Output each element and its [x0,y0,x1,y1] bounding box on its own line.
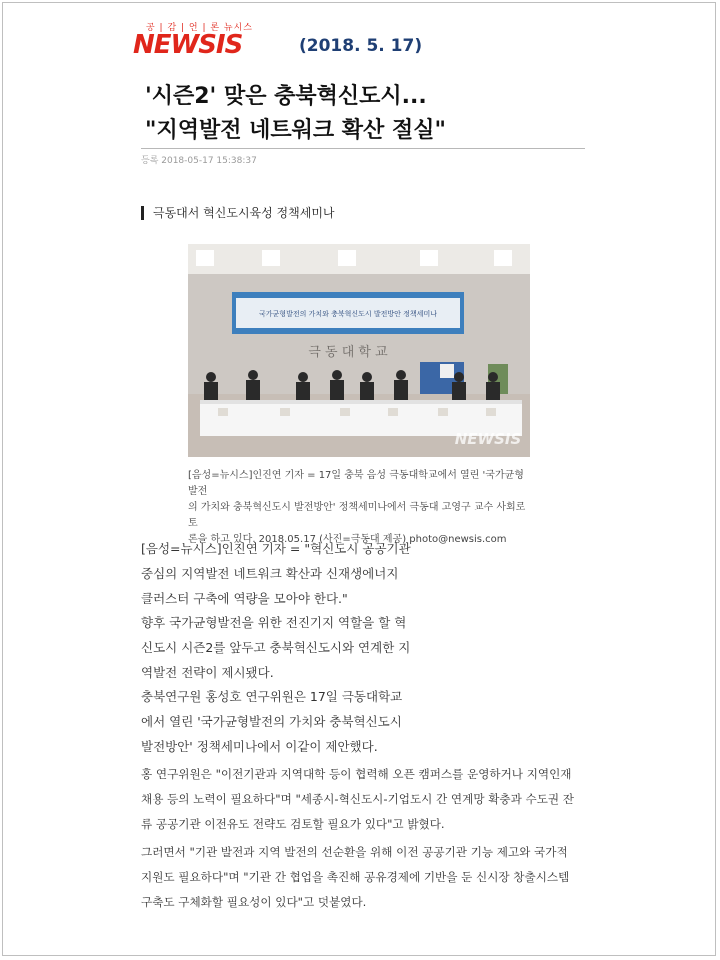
paragraph-1 [141,536,601,611]
caption-line: [음성=뉴시스]인진연 기자 = 17일 충북 음성 극동대학교에서 열린 '국가균형발전 [188,470,524,497]
timestamp: 등록 2018-05-17 15:38:37 [141,156,257,166]
newsis-logo: NEWSIS [133,30,243,60]
paragraph-line: 중심의 지역발전 네트워크 확산과 신재생에너지 [141,566,399,581]
paragraph-line: 에서 열린 '국가균형발전의 가치와 충북혁신도시 [141,714,402,729]
headline [145,80,605,148]
paragraph-line: 지원도 필요하다"며 "기관 간 협업을 촉진해 공유경제에 기반을 둔 신시장 창출시스템 [141,870,570,884]
paragraph-line: 신도시 시즌2를 앞두고 충북혁신도시와 연계한 지 [141,640,411,655]
paragraph-line: 발전방안' 정책세미나에서 이같이 제안했다. [141,739,378,754]
paragraph-4 [141,762,611,837]
banner-text: 국가균형발전의 가치와 충북혁신도시 발전방안 정책세미나 [259,310,437,318]
caption-line: 의 가치와 충북혁신도시 발전방안' 정책세미나에서 극동대 고영구 교수 사회로 토 [188,502,526,529]
paragraph-line: 구축도 구체화할 필요성이 있다"고 덧붙였다. [141,895,367,909]
paragraph-line: [음성=뉴시스]인진연 기자 = "혁신도시 공공기관 [141,541,411,556]
headline-line-1: '시즌2' 맞은 충북혁신도시... [145,84,427,109]
paragraph-5 [141,840,611,915]
caption-line: 론을 하고 있다. 2018.05.17 (사진=극동대 제공) photo@newsis.com [188,534,507,545]
masthead-tagline: 공 | 감 | 언 | 론 뉴시스 [146,23,253,33]
wall-lettering: 극 동 대 학 교 [308,345,388,360]
divider [141,148,585,149]
seminar-photo [188,244,530,457]
headline-line-2: "지역발전 네트워크 확산 절실" [145,118,446,143]
paragraph-line: 채용 등의 노력이 필요하다"며 "세종시-혁신도시-기업도시 간 연계망 확충과 수도권 잔 [141,792,574,806]
paragraph-line: 클러스터 구축에 역량을 모아야 한다." [141,591,348,606]
paragraph-line: 충북연구원 홍성호 연구위원은 17일 극동대학교 [141,689,403,704]
publication-date: (2018. 5. 17) [299,36,423,56]
paragraph-2 [141,610,601,685]
subheading: 극동대서 혁신도시육성 정책세미나 [141,206,335,220]
paragraph-line: 향후 국가균형발전을 위한 전진기지 역할을 할 혁 [141,615,407,630]
paragraph-3 [141,684,601,759]
photo-watermark: NEWSIS [454,430,522,448]
paragraph-line: 홍 연구위원은 "이전기관과 지역대학 등이 협력해 오픈 캠퍼스를 운영하거나 지역인재 [141,767,572,781]
paragraph-line: 그러면서 "기관 발전과 지역 발전의 선순환을 위해 이전 공공기관 기능 제고와 국가적 [141,845,568,859]
paragraph-line: 류 공공기관 이전유도 전략도 검토할 필요가 있다"고 밝혔다. [141,817,445,831]
paragraph-line: 역발전 전략이 제시됐다. [141,665,274,680]
